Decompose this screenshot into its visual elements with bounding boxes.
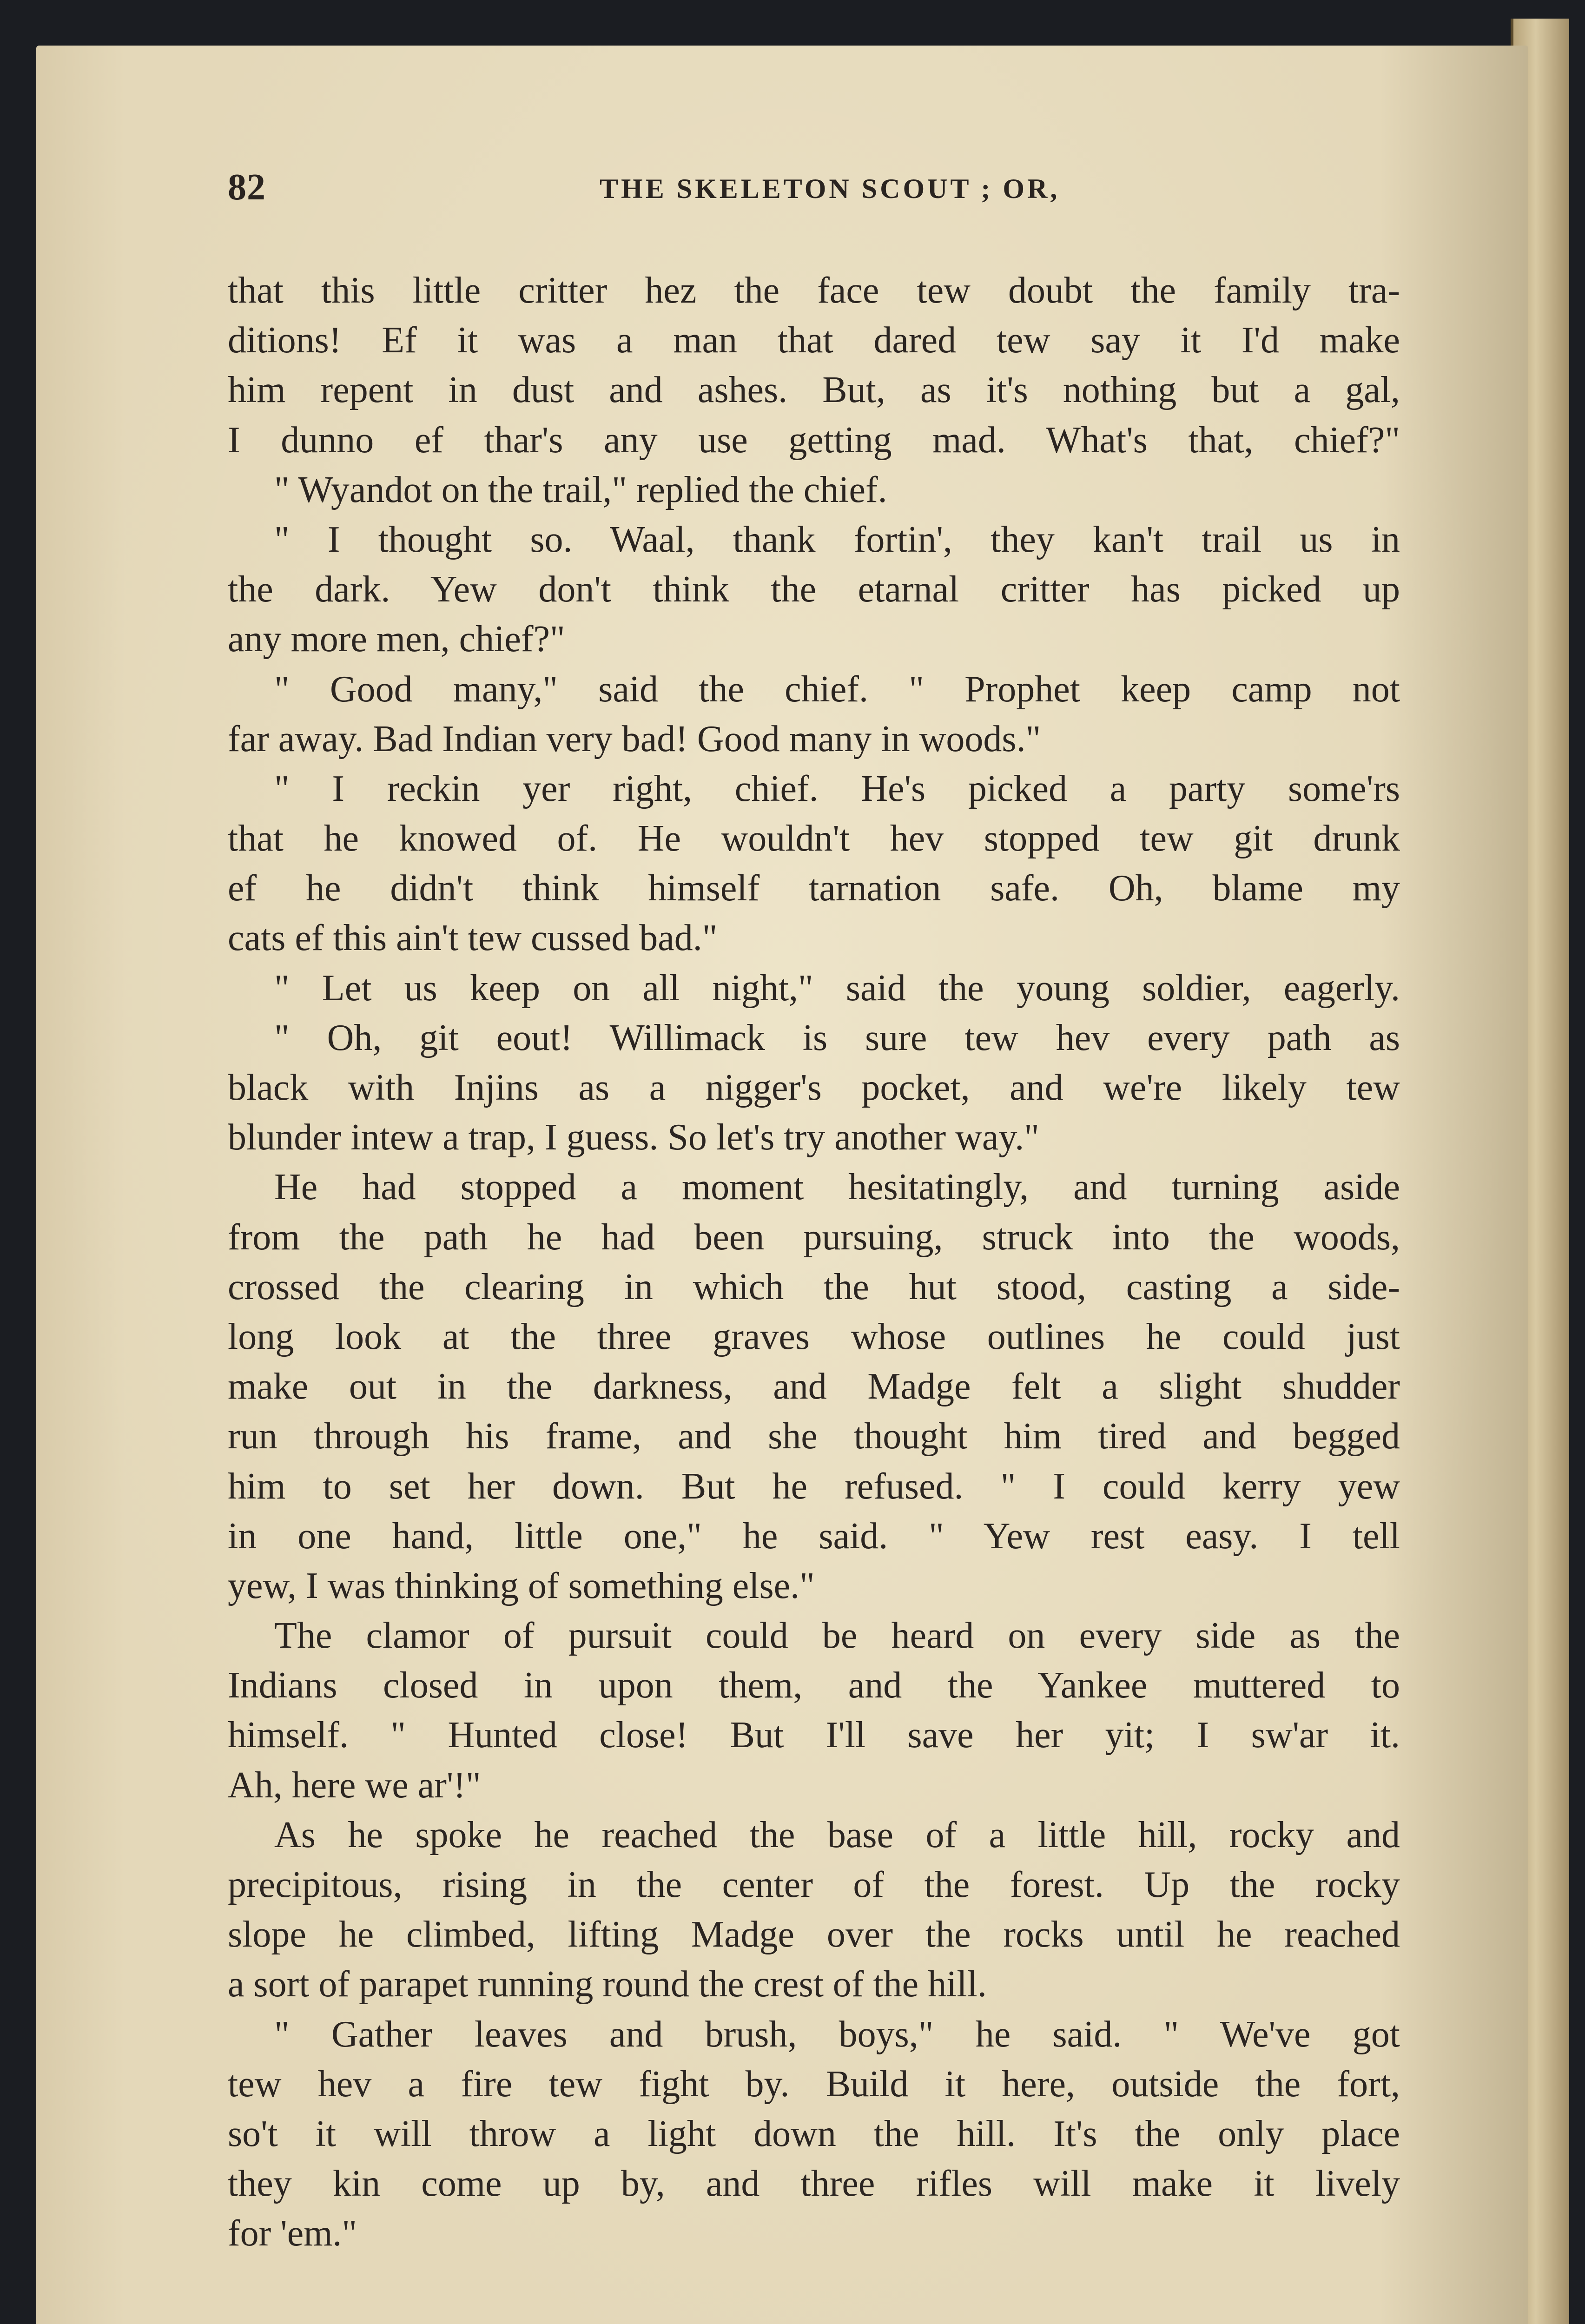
text-line: " Wyandot on the trail," replied the chief.	[274, 469, 887, 510]
text-line: long look at the three graves whose outlines he could just	[228, 1316, 1400, 1357]
text-line: As he spoke he reached the base of a little hill, rocky and	[274, 1814, 1400, 1855]
text-line: any more men, chief?"	[228, 619, 565, 660]
text-line: himself. " Hunted close! But I'll save her yit; I sw'ar it.	[228, 1715, 1400, 1756]
text-line: Indians closed in upon them, and the Yankee muttered to	[228, 1665, 1400, 1706]
text-line: far away. Bad Indian very bad! Good many in woods."	[228, 718, 1041, 759]
text-line: for 'em."	[228, 2213, 357, 2254]
page-header	[228, 166, 1399, 218]
text-line: that this little critter hez the face tew doubt the family tra-	[228, 270, 1400, 311]
text-line: Ah, here we ar'!"	[228, 1764, 481, 1806]
text-line: that he knowed of. He wouldn't hev stopped tew git drunk	[228, 818, 1400, 859]
text-line: " Gather leaves and brush, boys," he said. " We've got	[274, 2014, 1400, 2055]
body-text	[228, 266, 1400, 2259]
text-line: " Good many," said the chief. " Prophet keep camp not	[274, 668, 1400, 710]
text-line: they kin come up by, and three rifles will make it lively	[228, 2163, 1400, 2205]
text-line: slope he climbed, lifting Madge over the rocks until he reached	[228, 1914, 1400, 1955]
text-line: ditions! Ef it was a man that dared tew say it I'd make	[228, 320, 1400, 361]
text-line: crossed the clearing in which the hut stood, casting a side-	[228, 1266, 1400, 1307]
page-number: 82	[228, 167, 266, 208]
text-line: I dunno ef thar's any use getting mad. What's that, chief?"	[228, 419, 1400, 461]
text-line: " Let us keep on all night," said the young soldier, eagerly.	[274, 967, 1400, 1009]
text-line: in one hand, little one," he said. " Yew rest easy. I tell	[228, 1515, 1400, 1557]
text-line: from the path he had been pursuing, struck into the woods,	[228, 1216, 1400, 1258]
text-line: precipitous, rising in the center of the forest. Up the rocky	[228, 1864, 1400, 1905]
text-line: make out in the darkness, and Madge felt a slight shudder	[228, 1366, 1400, 1407]
text-line: him to set her down. But he refused. " I could kerry yew	[228, 1466, 1400, 1507]
text-line: yew, I was thinking of something else."	[228, 1565, 815, 1606]
text-line: cats ef this ain't tew cussed bad."	[228, 918, 718, 959]
text-line: a sort of parapet running round the crest of the hill.	[228, 1964, 987, 2005]
text-line: so't it will throw a light down the hill. It's the only place	[228, 2113, 1400, 2154]
text-line: He had stopped a moment hesitatingly, and turning aside	[274, 1167, 1400, 1208]
text-line: the dark. Yew don't think the etarnal critter has picked up	[228, 569, 1400, 610]
text-line: him repent in dust and ashes. But, as it's nothing but a gal,	[228, 370, 1400, 411]
text-line: blunder intew a trap, I guess. So let's try another way."	[228, 1117, 1039, 1158]
text-line: " Oh, git eout! Willimack is sure tew hev every path as	[274, 1017, 1400, 1058]
text-line: " I thought so. Waal, thank fortin', they kan't trail us in	[274, 519, 1400, 560]
text-line: run through his frame, and she thought him tired and begged	[228, 1416, 1400, 1457]
text-line: " I reckin yer right, chief. He's picked a party some'rs	[274, 768, 1400, 809]
text-line: tew hev a fire tew fight by. Build it here, outside the fort,	[228, 2063, 1400, 2105]
text-line: The clamor of pursuit could be heard on every side as the	[274, 1615, 1400, 1657]
text-line: ef he didn't think himself tarnation safe. Oh, blame my	[228, 868, 1400, 909]
text-line: black with Injins as a nigger's pocket, and we're likely tew	[228, 1067, 1400, 1108]
running-head: THE SKELETON SCOUT ; OR,	[600, 173, 1060, 204]
